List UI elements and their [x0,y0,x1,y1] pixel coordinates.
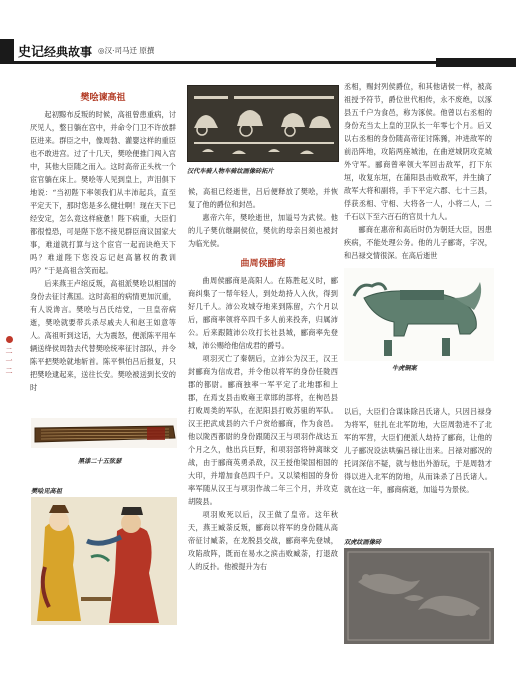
text-column-2 [188,185,338,573]
series-title [18,41,92,60]
text-column-3 [344,80,492,268]
text-column-1 [30,92,176,394]
running-header [18,40,154,60]
lacquer-zither-image [31,418,177,448]
page-marker-dot [6,336,13,343]
paragraph: 项羽败死以后，汉王做了皇帝。这年秋天，燕王臧荼反叛，郦商以将军的身份随从高帝征讨臧荼，在龙脱县交战，郦商率先登城，攻陷敌阵，既而在易水之滨击败臧荼，打退敌人的反扑。他被提升为右 [188,510,338,571]
paragraph: 郦商在惠帝和高后时仍为朝廷大臣，因患疾病，不能处理公务。他的儿子郦寄，字况，和吕禄交情很深。在高后逝世 [344,225,492,260]
text-column-4 [344,405,492,496]
paragraph: 项羽灭亡了秦朝后，立沛公为汉王，汉王封郦商为信成君，并令他以将军的身份任陇西郡的都尉。郦商独率一军平定了北地郡和上郡，在焉支县击败雍王章邯的部将，在栒邑县打败周类的军队，在泥阳县打败苏驵的军队。汉王把武成县的六千户赏给郦商，作为食邑。他以陇西都尉的身份跟随汉王与项羽作战达五个月之久，他出兵巨野，和项羽部将钟离昧交战，由于郦商英勇杀敌，汉王授他梁国相国的大印，并增加食邑四千户。又以梁相国的身份率军随从汉王与项羽作战二年三个月，并攻克胡陵县。 [188,354,338,506]
caption-bull: 牛虎铜案 [392,365,417,372]
series-title-bold: 史记 [18,44,45,60]
caption-zither: 黑漆二十五弦瑟 [78,458,122,465]
header-rule-block [436,58,516,67]
double-tiger-tile-image [344,548,494,644]
author-credit: ◎汉·司马迁 原撰 [98,45,155,55]
paragraph: 惠帝六年，樊哙逝世，加谥号为武侯。他的儿子樊伉继嗣侯位，樊伉的母亲吕须也被封为临光侯。 [188,213,338,248]
section-title-lishang: 曲周侯郦商 [240,259,286,269]
paragraph: 起初黥布反叛的时候，高祖曾患重病，讨厌见人，整日躺在宫中，并命令门卫不许放群臣进来。群臣之中，像周勃、灌婴这样的重臣也不敢进宫。过了十几天，樊哙便推门闯入宫中，其他大臣随之而入。这时高帝正头枕一个宦官躺在床上。樊哙等人见到皇上，声泪俱下地说：“当初陛下率领我们从丰沛起兵，直至平定天下，那时您是多么健壮啊！现在天下已经安定，怎么竟这样疲惫！陛下病重，大臣们都很惶恐，可是陛下您不接见群臣商议国家大事，难道就打算与这个宦官一起而诀绝天下吗？难道陛下您没忘记赵高篡权的教训吗？”于是高祖含笑而起。 [30,110,176,275]
page-number [4,336,14,376]
bronze-bull-table-image [344,268,494,361]
header-left-bar [0,39,14,61]
section-title-fanghui: 樊哙谏高祖 [80,93,126,103]
caption-tile: 双虎纹画像砖 [344,539,382,546]
paragraph: 曲周侯郦商是高阳人。在陈胜起义时，郦商纠集了一帮年轻人，到处劫持人入伙，得到好几千人。沛公攻城夺地来到陈留，六个月以后，郦商率领将卒四千多人前来投奔，归属沛公。后来跟随沛公攻打长社县城，郦商率先登城，沛公赐给他信成君的爵号。 [188,276,338,350]
paragraph: 以后，大臣们合谋诛除吕氏诸人，只因吕禄身为将军，驻扎在北军防地，大臣周勃进不了北军的军营，大臣们便派人劫持了郦商，让他的儿子郦况设法哄骗吕禄让出来。吕禄对郦况的托词深信不疑，就与他出外游玩，于是周勃才得以进入北军的防地，从而诛杀了吕氏诸人。就在这一年，郦商病逝，加谥号为景侯。 [344,407,492,494]
page-number-text: 二一二 [5,347,13,375]
caption-painting: 樊哙见高祖 [31,488,62,495]
stone-relief-image [187,85,339,162]
series-title-rest: 经典故事 [44,44,93,59]
fanghui-painting-image [31,497,177,625]
paragraph: 后来燕王卢绾反叛，高祖派樊哙以相国的身份去征讨燕国。这时高祖的病情更加沉重，有人说谗言。樊哙与吕氏结党，一旦皇帝病逝，樊哙就要带兵杀尽戚夫人和赵王如意等人。高祖听到这话，大为震怒，便派陈平用车辆送绛侯周勃去代替樊哙统率征讨部队，并令陈平把樊哙就地斩首。陈平惧怕吕后报复，只把樊哙逮起来，送往长安。樊哙被送到长安的时 [30,279,176,392]
caption-relief: 汉代车骑人物车骑纹画像砖拓片 [187,168,274,175]
paragraph: 候，高祖已经逝世，吕后便释放了樊哙，并恢复了他的爵位和封邑。 [188,187,338,209]
paragraph: 丞相，赐封列侯爵位，和其他诸侯一样，被高祖授予符节，爵位世代相传，永不废绝，以涿县五千户为食邑，称为涿侯。他曾以右丞相的身份充当太上皇的卫队长一年零七个月。后又以右丞相的身份随高帝征讨陈豨，冲进敌军的前沿阵地，攻陷两座城池，在曲逆城阴攻克城外守军。郦商曾率领大军回击敌军，打下东垣，收复东垣，在蒲阳县击败敌军，并生擒了敌军大将和副将，手下平定六郡、七十三县，俘获丞相、守相、大将各一人，小将二人，二千石以下至六百石的官员十九人。 [344,82,492,221]
